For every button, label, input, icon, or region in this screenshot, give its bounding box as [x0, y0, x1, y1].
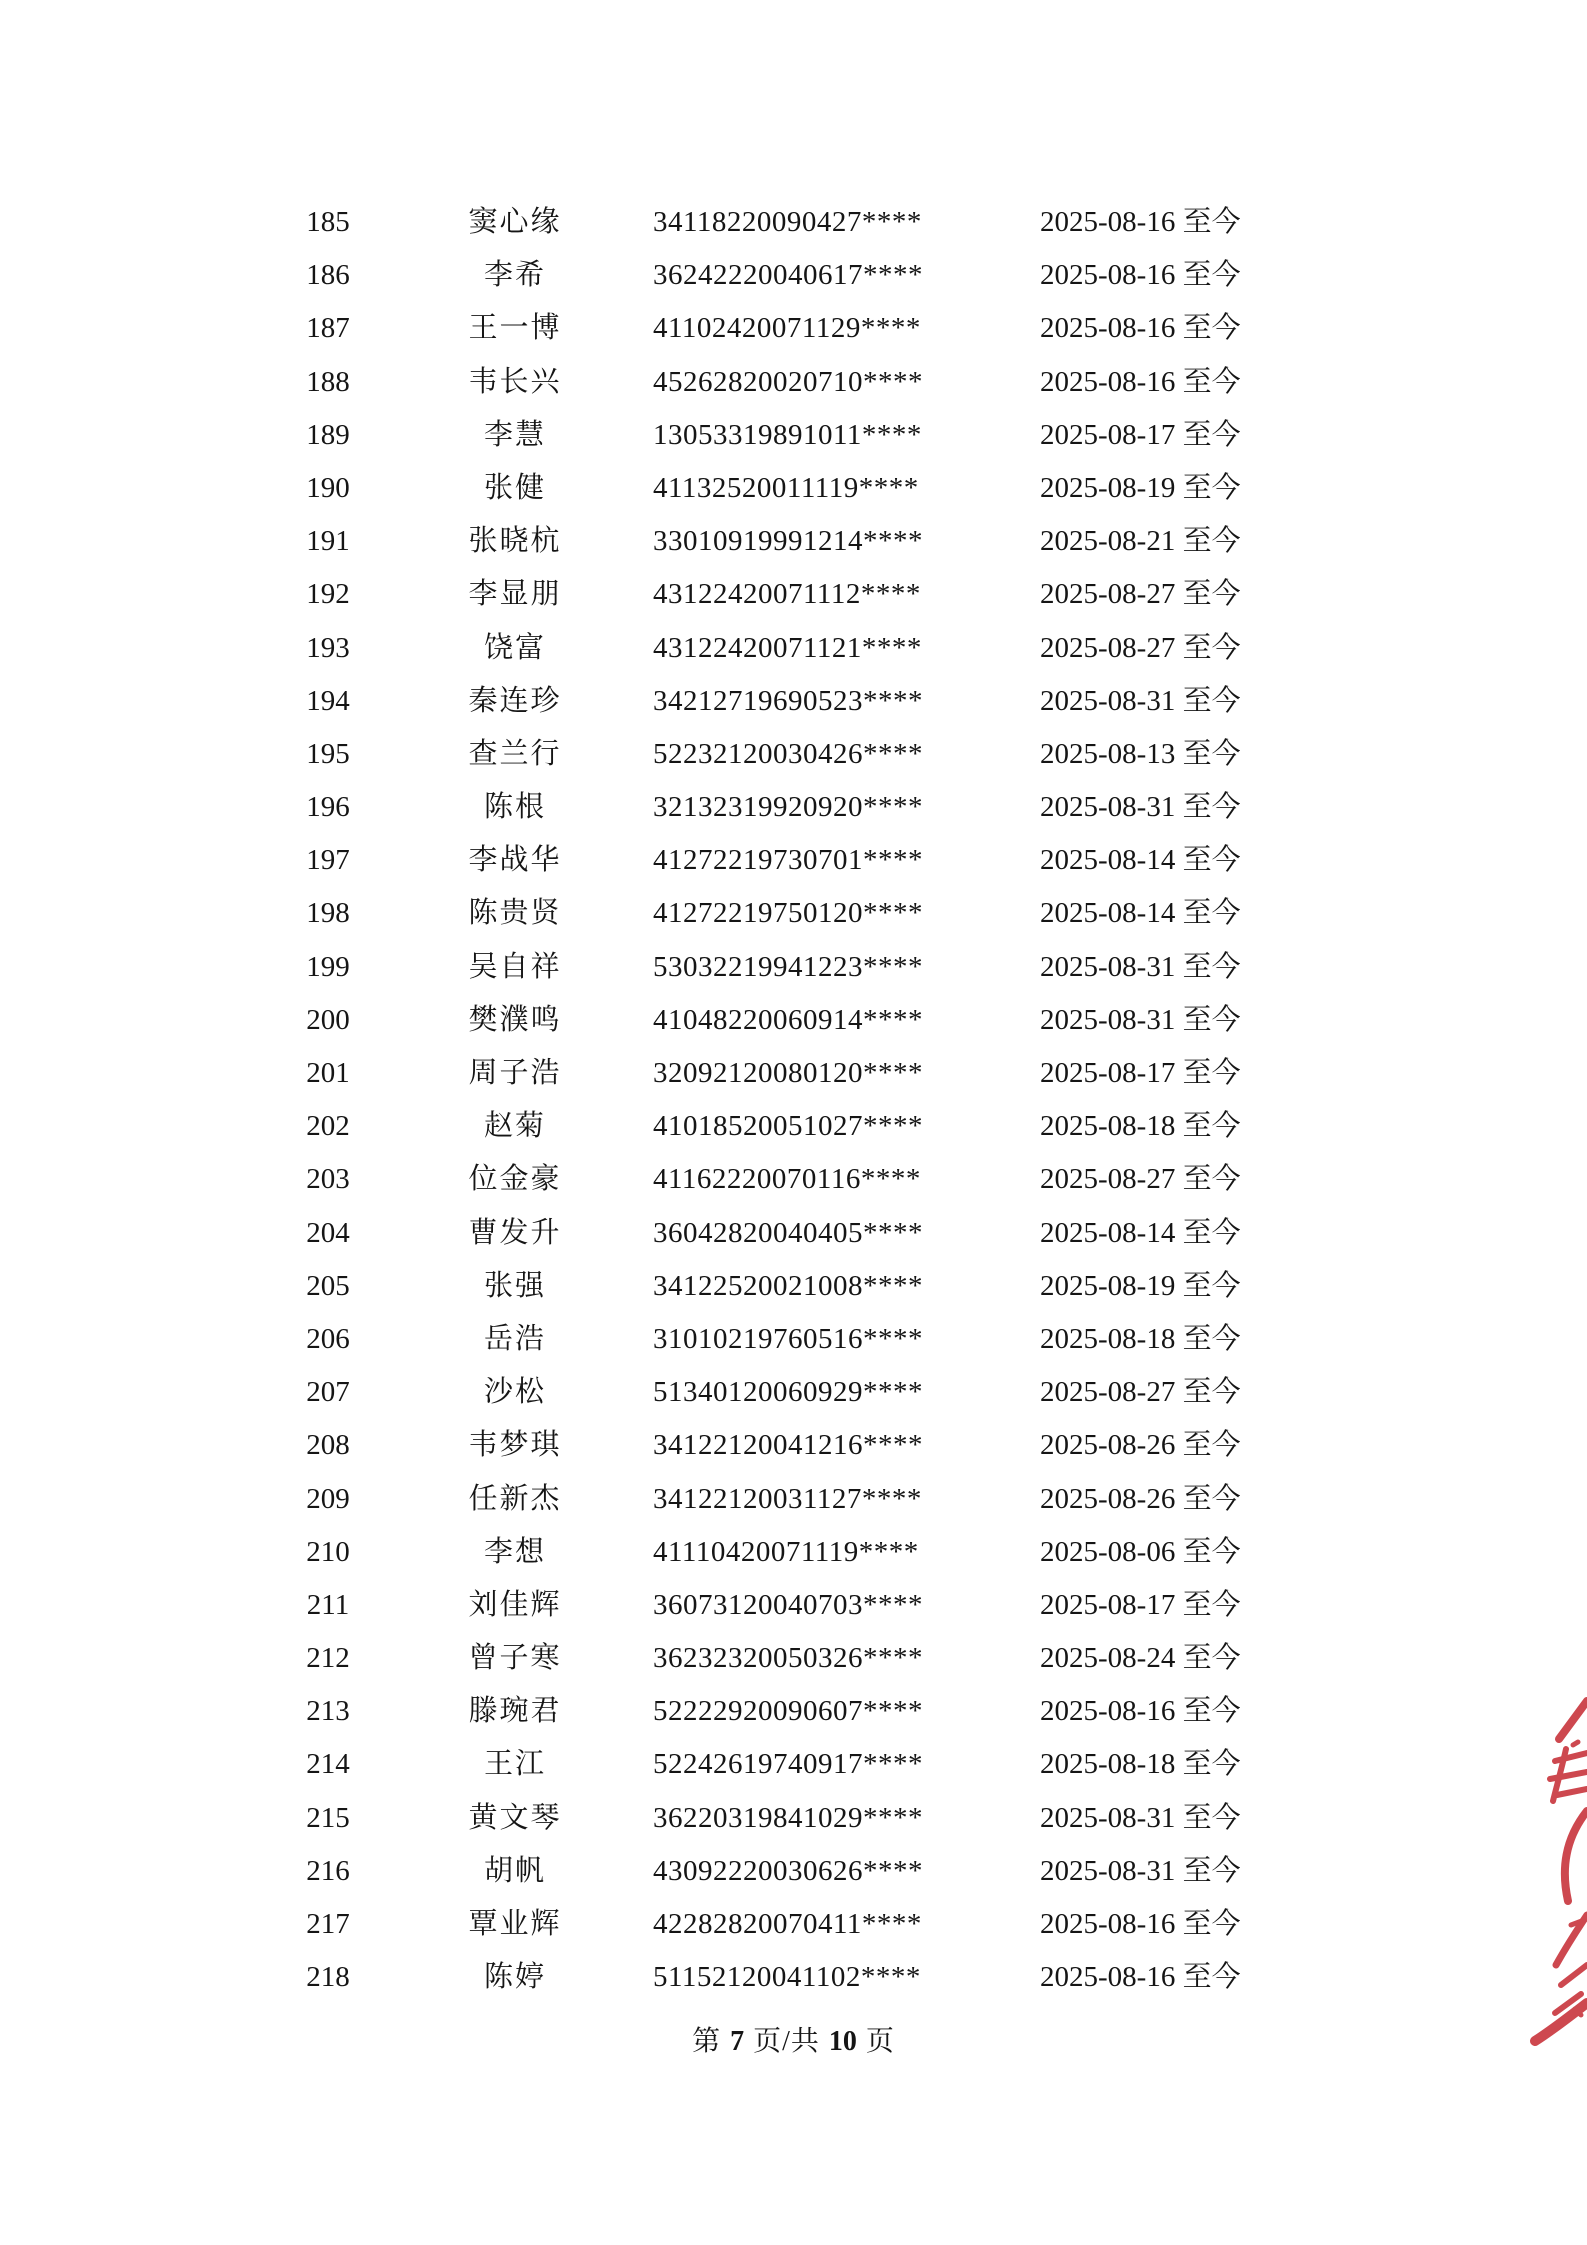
id-number-masked: 53032219941223**** [653, 950, 923, 983]
id-number-masked: 41048220060914**** [653, 1003, 923, 1036]
validity-period: 2025-08-18 至今 [1040, 1748, 1241, 1781]
person-name: 李战华 [468, 844, 562, 877]
person-name: 李显朋 [468, 578, 562, 611]
row-index: 208 [306, 1429, 350, 1462]
table-row [0, 1632, 1587, 1685]
row-index: 199 [306, 950, 350, 983]
person-name: 黄文琴 [468, 1801, 562, 1834]
total-pages: 10 [828, 2026, 857, 2057]
footer-prefix: 第 [692, 2026, 722, 2057]
person-name: 覃业辉 [468, 1908, 562, 1940]
table-row [0, 1898, 1587, 1951]
person-name: 陈婷 [483, 1961, 546, 1994]
row-index: 190 [306, 471, 350, 504]
person-name: 曾子寒 [468, 1642, 562, 1675]
person-name: 韦长兴 [468, 365, 562, 398]
validity-period: 2025-08-17 至今 [1040, 418, 1241, 451]
table-row [0, 887, 1587, 940]
person-name: 任新杰 [468, 1482, 562, 1515]
row-index: 215 [306, 1801, 350, 1834]
table-row [0, 1473, 1587, 1526]
current-page-number: 7 [730, 2026, 745, 2057]
validity-period: 2025-08-18 至今 [1040, 1110, 1241, 1143]
person-name: 曹发升 [468, 1216, 562, 1249]
row-index: 194 [306, 684, 350, 717]
table-row [0, 1951, 1587, 2004]
table-row [0, 196, 1587, 249]
table-row [0, 834, 1587, 887]
person-name: 秦连珍 [468, 684, 562, 717]
person-name: 饶富 [483, 631, 546, 664]
person-name: 赵菊 [483, 1110, 546, 1143]
id-number-masked: 36242220040617**** [653, 259, 923, 292]
table-row [0, 1260, 1587, 1313]
id-number-masked: 45262820020710**** [653, 365, 923, 398]
validity-period: 2025-08-17 至今 [1040, 1588, 1241, 1621]
validity-period: 2025-08-21 至今 [1040, 525, 1241, 558]
row-index: 216 [306, 1854, 350, 1887]
validity-period: 2025-08-27 至今 [1040, 631, 1241, 664]
row-index: 185 [306, 206, 350, 238]
person-name: 周子浩 [468, 1057, 562, 1089]
validity-period: 2025-08-18 至今 [1040, 1322, 1241, 1355]
id-number-masked: 32092120080120**** [653, 1057, 923, 1089]
person-name: 王一博 [468, 312, 562, 345]
id-number-masked: 36220319841029**** [653, 1801, 923, 1834]
table-row [0, 675, 1587, 728]
id-number-masked: 34122120041216**** [653, 1429, 923, 1462]
row-index: 191 [306, 525, 350, 558]
person-name: 陈根 [483, 791, 546, 824]
validity-period: 2025-08-14 至今 [1040, 1216, 1241, 1249]
row-index: 211 [306, 1588, 350, 1621]
table-row [0, 568, 1587, 621]
row-index: 210 [306, 1535, 350, 1568]
validity-period: 2025-08-26 至今 [1040, 1429, 1241, 1462]
table-row [0, 1153, 1587, 1206]
validity-period: 2025-08-16 至今 [1040, 206, 1241, 238]
person-name: 吴自祥 [468, 950, 562, 983]
validity-period: 2025-08-27 至今 [1040, 1376, 1241, 1409]
id-number-masked: 41132520011119**** [653, 471, 919, 504]
id-number-masked: 42282820070411**** [653, 1908, 922, 1940]
validity-period: 2025-08-06 至今 [1040, 1535, 1241, 1568]
person-name: 樊濮鸣 [468, 1003, 562, 1036]
table-row [0, 994, 1587, 1047]
validity-period: 2025-08-31 至今 [1040, 1854, 1241, 1887]
table-row [0, 462, 1587, 515]
table-row [0, 1738, 1587, 1791]
id-number-masked: 43122420071112**** [653, 578, 921, 611]
id-number-masked: 36073120040703**** [653, 1588, 923, 1621]
row-index: 196 [306, 791, 350, 824]
id-number-masked: 43122420071121**** [653, 631, 922, 664]
id-number-masked: 41102420071129**** [653, 312, 921, 345]
person-name: 韦梦琪 [468, 1429, 562, 1462]
table-row [0, 249, 1587, 302]
validity-period: 2025-08-14 至今 [1040, 844, 1241, 877]
person-name: 胡帆 [483, 1854, 546, 1887]
id-number-masked: 31010219760516**** [653, 1322, 923, 1355]
row-index: 188 [306, 365, 350, 398]
validity-period: 2025-08-31 至今 [1040, 950, 1241, 983]
id-number-masked: 33010919991214**** [653, 525, 923, 558]
person-name: 岳浩 [483, 1322, 546, 1355]
validity-period: 2025-08-31 至今 [1040, 1801, 1241, 1834]
validity-period: 2025-08-16 至今 [1040, 259, 1241, 292]
person-name: 王江 [483, 1748, 546, 1781]
row-index: 200 [306, 1003, 350, 1036]
validity-period: 2025-08-16 至今 [1040, 365, 1241, 398]
row-index: 192 [306, 578, 350, 611]
table-row [0, 1845, 1587, 1898]
row-index: 214 [306, 1748, 350, 1781]
id-number-masked: 41018520051027**** [653, 1110, 923, 1143]
table-row [0, 409, 1587, 462]
validity-period: 2025-08-31 至今 [1040, 1003, 1241, 1036]
table-row [0, 1313, 1587, 1366]
person-name: 滕琬君 [468, 1695, 562, 1728]
row-index: 206 [306, 1322, 350, 1355]
id-number-masked: 32132319920920**** [653, 791, 923, 824]
table-row [0, 1579, 1587, 1632]
row-index: 193 [306, 631, 350, 664]
table-row [0, 515, 1587, 568]
table-row [0, 1526, 1587, 1579]
validity-period: 2025-08-31 至今 [1040, 684, 1241, 717]
person-name: 位金豪 [468, 1163, 562, 1196]
validity-period: 2025-08-27 至今 [1040, 1163, 1241, 1196]
footer-middle: 页/共 [753, 2026, 820, 2057]
id-number-masked: 34212719690523**** [653, 684, 923, 717]
validity-period: 2025-08-24 至今 [1040, 1642, 1241, 1675]
person-name: 窦心缘 [468, 206, 562, 238]
table-row [0, 622, 1587, 675]
page-footer [0, 2022, 1587, 2062]
validity-period: 2025-08-27 至今 [1040, 578, 1241, 611]
validity-period: 2025-08-16 至今 [1040, 1961, 1241, 1994]
validity-period: 2025-08-17 至今 [1040, 1057, 1241, 1089]
id-number-masked: 13053319891011**** [653, 418, 922, 451]
person-name: 李慧 [483, 418, 546, 451]
id-number-masked: 41110420071119**** [653, 1535, 919, 1568]
id-number-masked: 52232120030426**** [653, 737, 923, 770]
row-index: 217 [306, 1908, 350, 1940]
table-row [0, 356, 1587, 409]
row-index: 198 [306, 897, 350, 930]
id-number-masked: 41272219750120**** [653, 897, 923, 930]
row-index: 189 [306, 418, 350, 451]
id-number-masked: 52222920090607**** [653, 1695, 923, 1728]
id-number-masked: 34122120031127**** [653, 1482, 922, 1515]
validity-period: 2025-08-14 至今 [1040, 897, 1241, 930]
person-name: 陈贵贤 [468, 897, 562, 930]
person-name: 查兰行 [468, 737, 562, 770]
validity-period: 2025-08-19 至今 [1040, 1269, 1241, 1302]
id-number-masked: 41272219730701**** [653, 844, 923, 877]
id-number-masked: 36232320050326**** [653, 1642, 923, 1675]
person-name: 沙松 [483, 1376, 546, 1409]
id-number-masked: 51152120041102**** [653, 1961, 921, 1994]
row-index: 213 [306, 1695, 350, 1728]
table-row [0, 1100, 1587, 1153]
row-index: 218 [306, 1961, 350, 1994]
table-row [0, 781, 1587, 834]
row-index: 207 [306, 1376, 350, 1409]
id-number-masked: 34122520021008**** [653, 1269, 923, 1302]
row-index: 202 [306, 1110, 350, 1143]
row-index: 204 [306, 1216, 350, 1249]
table-row [0, 1207, 1587, 1260]
records-table [0, 196, 1587, 2004]
id-number-masked: 52242619740917**** [653, 1748, 923, 1781]
row-index: 201 [306, 1057, 350, 1089]
person-name: 张晓杭 [468, 525, 562, 558]
validity-period: 2025-08-16 至今 [1040, 312, 1241, 345]
person-name: 张健 [483, 471, 546, 504]
validity-period: 2025-08-16 至今 [1040, 1908, 1241, 1940]
id-number-masked: 34118220090427**** [653, 206, 922, 238]
validity-period: 2025-08-26 至今 [1040, 1482, 1241, 1515]
row-index: 197 [306, 844, 350, 877]
table-row [0, 1685, 1587, 1738]
id-number-masked: 43092220030626**** [653, 1854, 923, 1887]
validity-period: 2025-08-16 至今 [1040, 1695, 1241, 1728]
table-row [0, 1419, 1587, 1472]
table-row [0, 302, 1587, 355]
validity-period: 2025-08-31 至今 [1040, 791, 1241, 824]
row-index: 205 [306, 1269, 350, 1302]
row-index: 187 [306, 312, 350, 345]
row-index: 186 [306, 259, 350, 292]
row-index: 212 [306, 1642, 350, 1675]
id-number-masked: 51340120060929**** [653, 1376, 923, 1409]
validity-period: 2025-08-19 至今 [1040, 471, 1241, 504]
id-number-masked: 36042820040405**** [653, 1216, 923, 1249]
table-row [0, 1047, 1587, 1100]
person-name: 刘佳辉 [468, 1588, 562, 1621]
footer-suffix: 页 [865, 2026, 895, 2057]
row-index: 203 [306, 1163, 350, 1196]
person-name: 李希 [483, 259, 546, 292]
table-row [0, 1792, 1587, 1845]
table-row [0, 941, 1587, 994]
table-row [0, 1366, 1587, 1419]
person-name: 李想 [483, 1535, 546, 1568]
table-row [0, 728, 1587, 781]
row-index: 195 [306, 737, 350, 770]
person-name: 张强 [483, 1269, 546, 1302]
row-index: 209 [306, 1482, 350, 1515]
validity-period: 2025-08-13 至今 [1040, 737, 1241, 770]
id-number-masked: 41162220070116**** [653, 1163, 921, 1196]
